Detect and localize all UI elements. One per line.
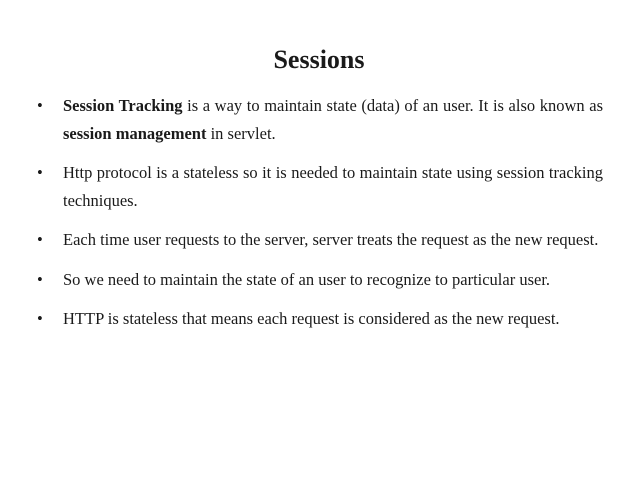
bullet-dot: • bbox=[37, 309, 43, 328]
bullet-dot: • bbox=[37, 230, 43, 249]
bullet-item bbox=[37, 266, 603, 294]
bullet-dot: • bbox=[37, 96, 43, 115]
bullet-dot: • bbox=[37, 163, 43, 182]
text-fragment: in servlet. bbox=[206, 123, 276, 143]
bullet-item bbox=[37, 305, 603, 333]
bold-term: Session Tracking bbox=[63, 96, 183, 115]
bullet-text: So we need to maintain the state of an user to recognize to particular user. bbox=[63, 269, 551, 289]
bullet-dot: • bbox=[37, 269, 43, 289]
bullet-item bbox=[37, 159, 603, 214]
bullet-text: HTTP is stateless that means each request is considered as the new request. bbox=[63, 309, 560, 328]
bullet-item bbox=[37, 226, 603, 254]
bullet-text: Http protocol is a stateless so it is needed to maintain state using session tracking techniques. bbox=[63, 163, 603, 210]
bullet-item bbox=[37, 92, 603, 147]
bold-term: session management bbox=[63, 123, 207, 143]
bullet-list bbox=[37, 92, 603, 345]
text-fragment: is a way to maintain state (data) of an user. It is also known as bbox=[182, 96, 603, 115]
slide-title: Sessions bbox=[273, 45, 365, 74]
bullet-text bbox=[63, 92, 603, 147]
bullet-text: Each time user requests to the server, server treats the request as the new request. bbox=[63, 230, 599, 249]
